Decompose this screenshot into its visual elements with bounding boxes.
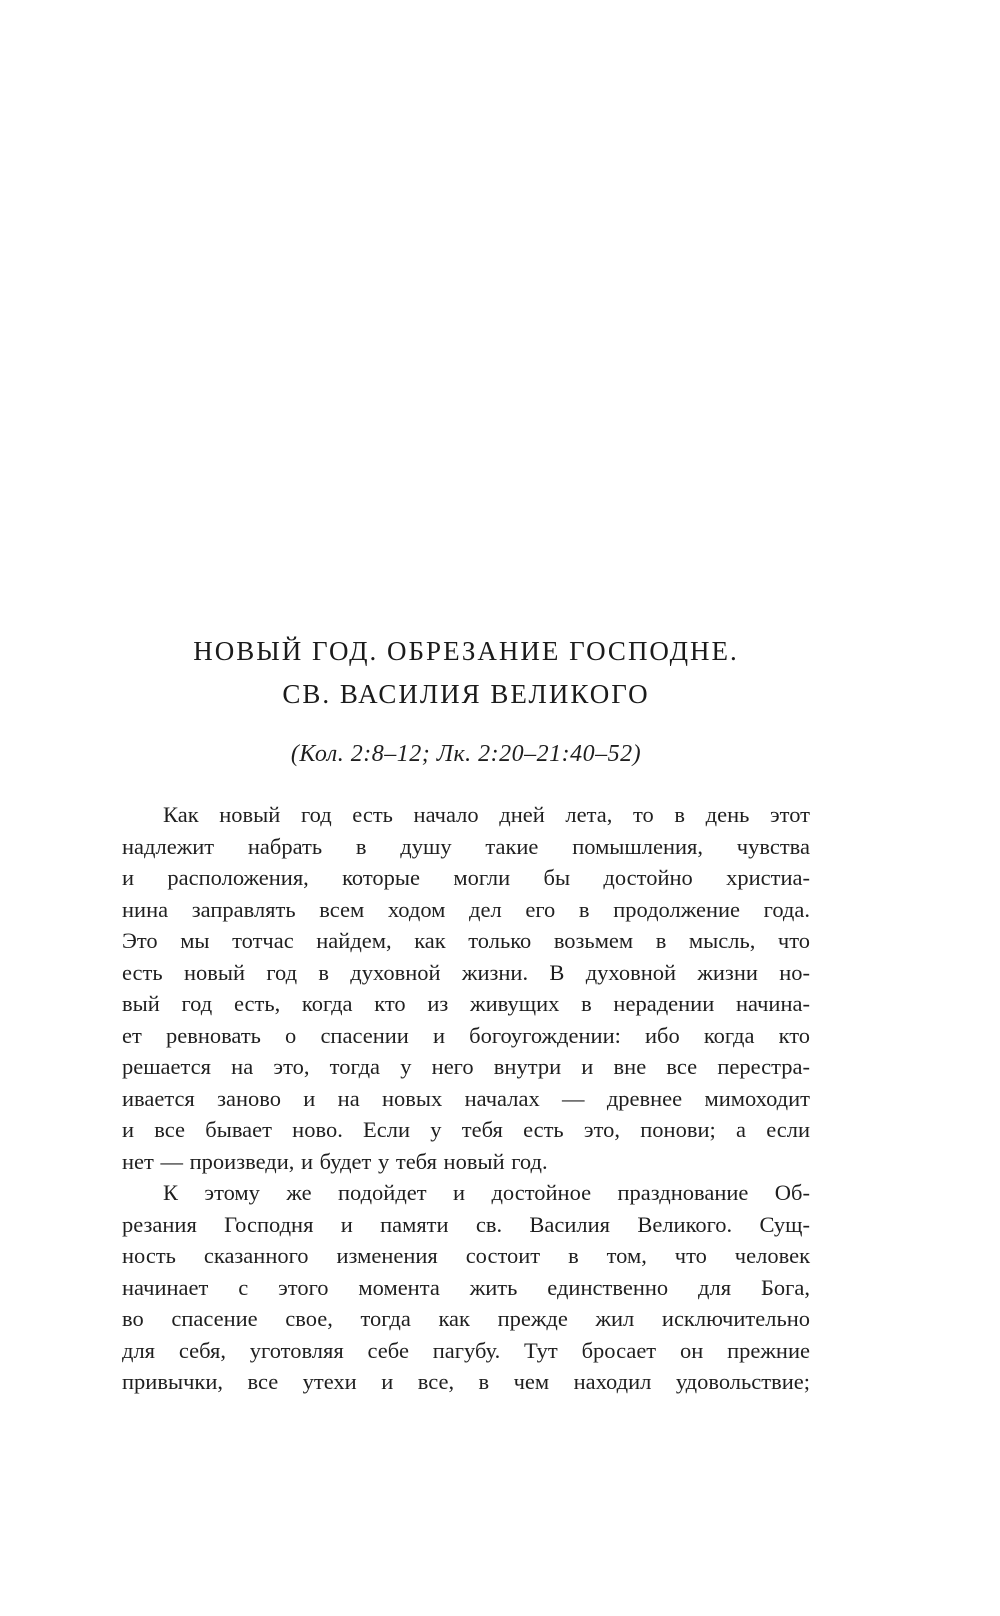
text-line: начинает с этого момента жить единственно для Бога, xyxy=(122,1274,810,1300)
paragraph xyxy=(122,799,810,1177)
text-line: и расположения, которые могли бы достойно христиа- xyxy=(122,865,810,890)
text-line: вый год есть, когда кто из живущих в нерадении начина- xyxy=(122,991,810,1016)
scripture-reference: (Кол. 2:8–12; Лк. 2:20–21:40–52) xyxy=(290,741,642,767)
text-block xyxy=(122,630,810,1398)
page-title xyxy=(122,630,810,716)
paragraph xyxy=(122,1177,810,1398)
body-text xyxy=(122,799,810,1398)
text-line: и все бывает ново. Если у тебя есть это, понови; а если xyxy=(122,1117,810,1142)
text-line: Это мы тотчас найдем, как только возьмем в мысль, что xyxy=(122,928,810,953)
text-line: для себя, уготовляя себе пагубу. Тут бросает он прежние xyxy=(122,1337,810,1363)
text-line: Как новый год есть начало дней лета, то в день этот xyxy=(163,802,810,827)
text-line: надлежит набрать в душу такие помышления, чувства xyxy=(122,833,810,859)
page-title-line-2: СВ. ВАСИЛИЯ ВЕЛИКОГО xyxy=(282,679,650,709)
text-line: ивается заново и на новых началах — древнее мимоходит xyxy=(122,1085,810,1111)
page-title-line-1: НОВЫЙ ГОД. ОБРЕЗАНИЕ ГОСПОДНЕ. xyxy=(193,636,739,666)
text-line: нина заправлять всем ходом дел его в продолжение года. xyxy=(122,896,810,922)
text-line: ет ревновать о спасении и богоугождении: ибо когда кто xyxy=(122,1022,810,1048)
text-line: во спасение свое, тогда как прежде жил исключительно xyxy=(122,1306,810,1331)
text-line: К этому же подойдет и достойное празднование Об- xyxy=(163,1180,810,1205)
text-line: нет — произведи, и будет у тебя новый год. xyxy=(122,1148,548,1174)
text-line: ность сказанного изменения состоит в том, что человек xyxy=(122,1243,810,1268)
text-line: привычки, все утехи и все, в чем находил удовольствие; xyxy=(122,1369,810,1394)
text-line: есть новый год в духовной жизни. В духовной жизни но- xyxy=(122,959,810,985)
text-line: решается на это, тогда у него внутри и вне все перестра- xyxy=(122,1054,810,1079)
text-line: резания Господня и памяти св. Василия Великого. Сущ- xyxy=(122,1211,810,1237)
